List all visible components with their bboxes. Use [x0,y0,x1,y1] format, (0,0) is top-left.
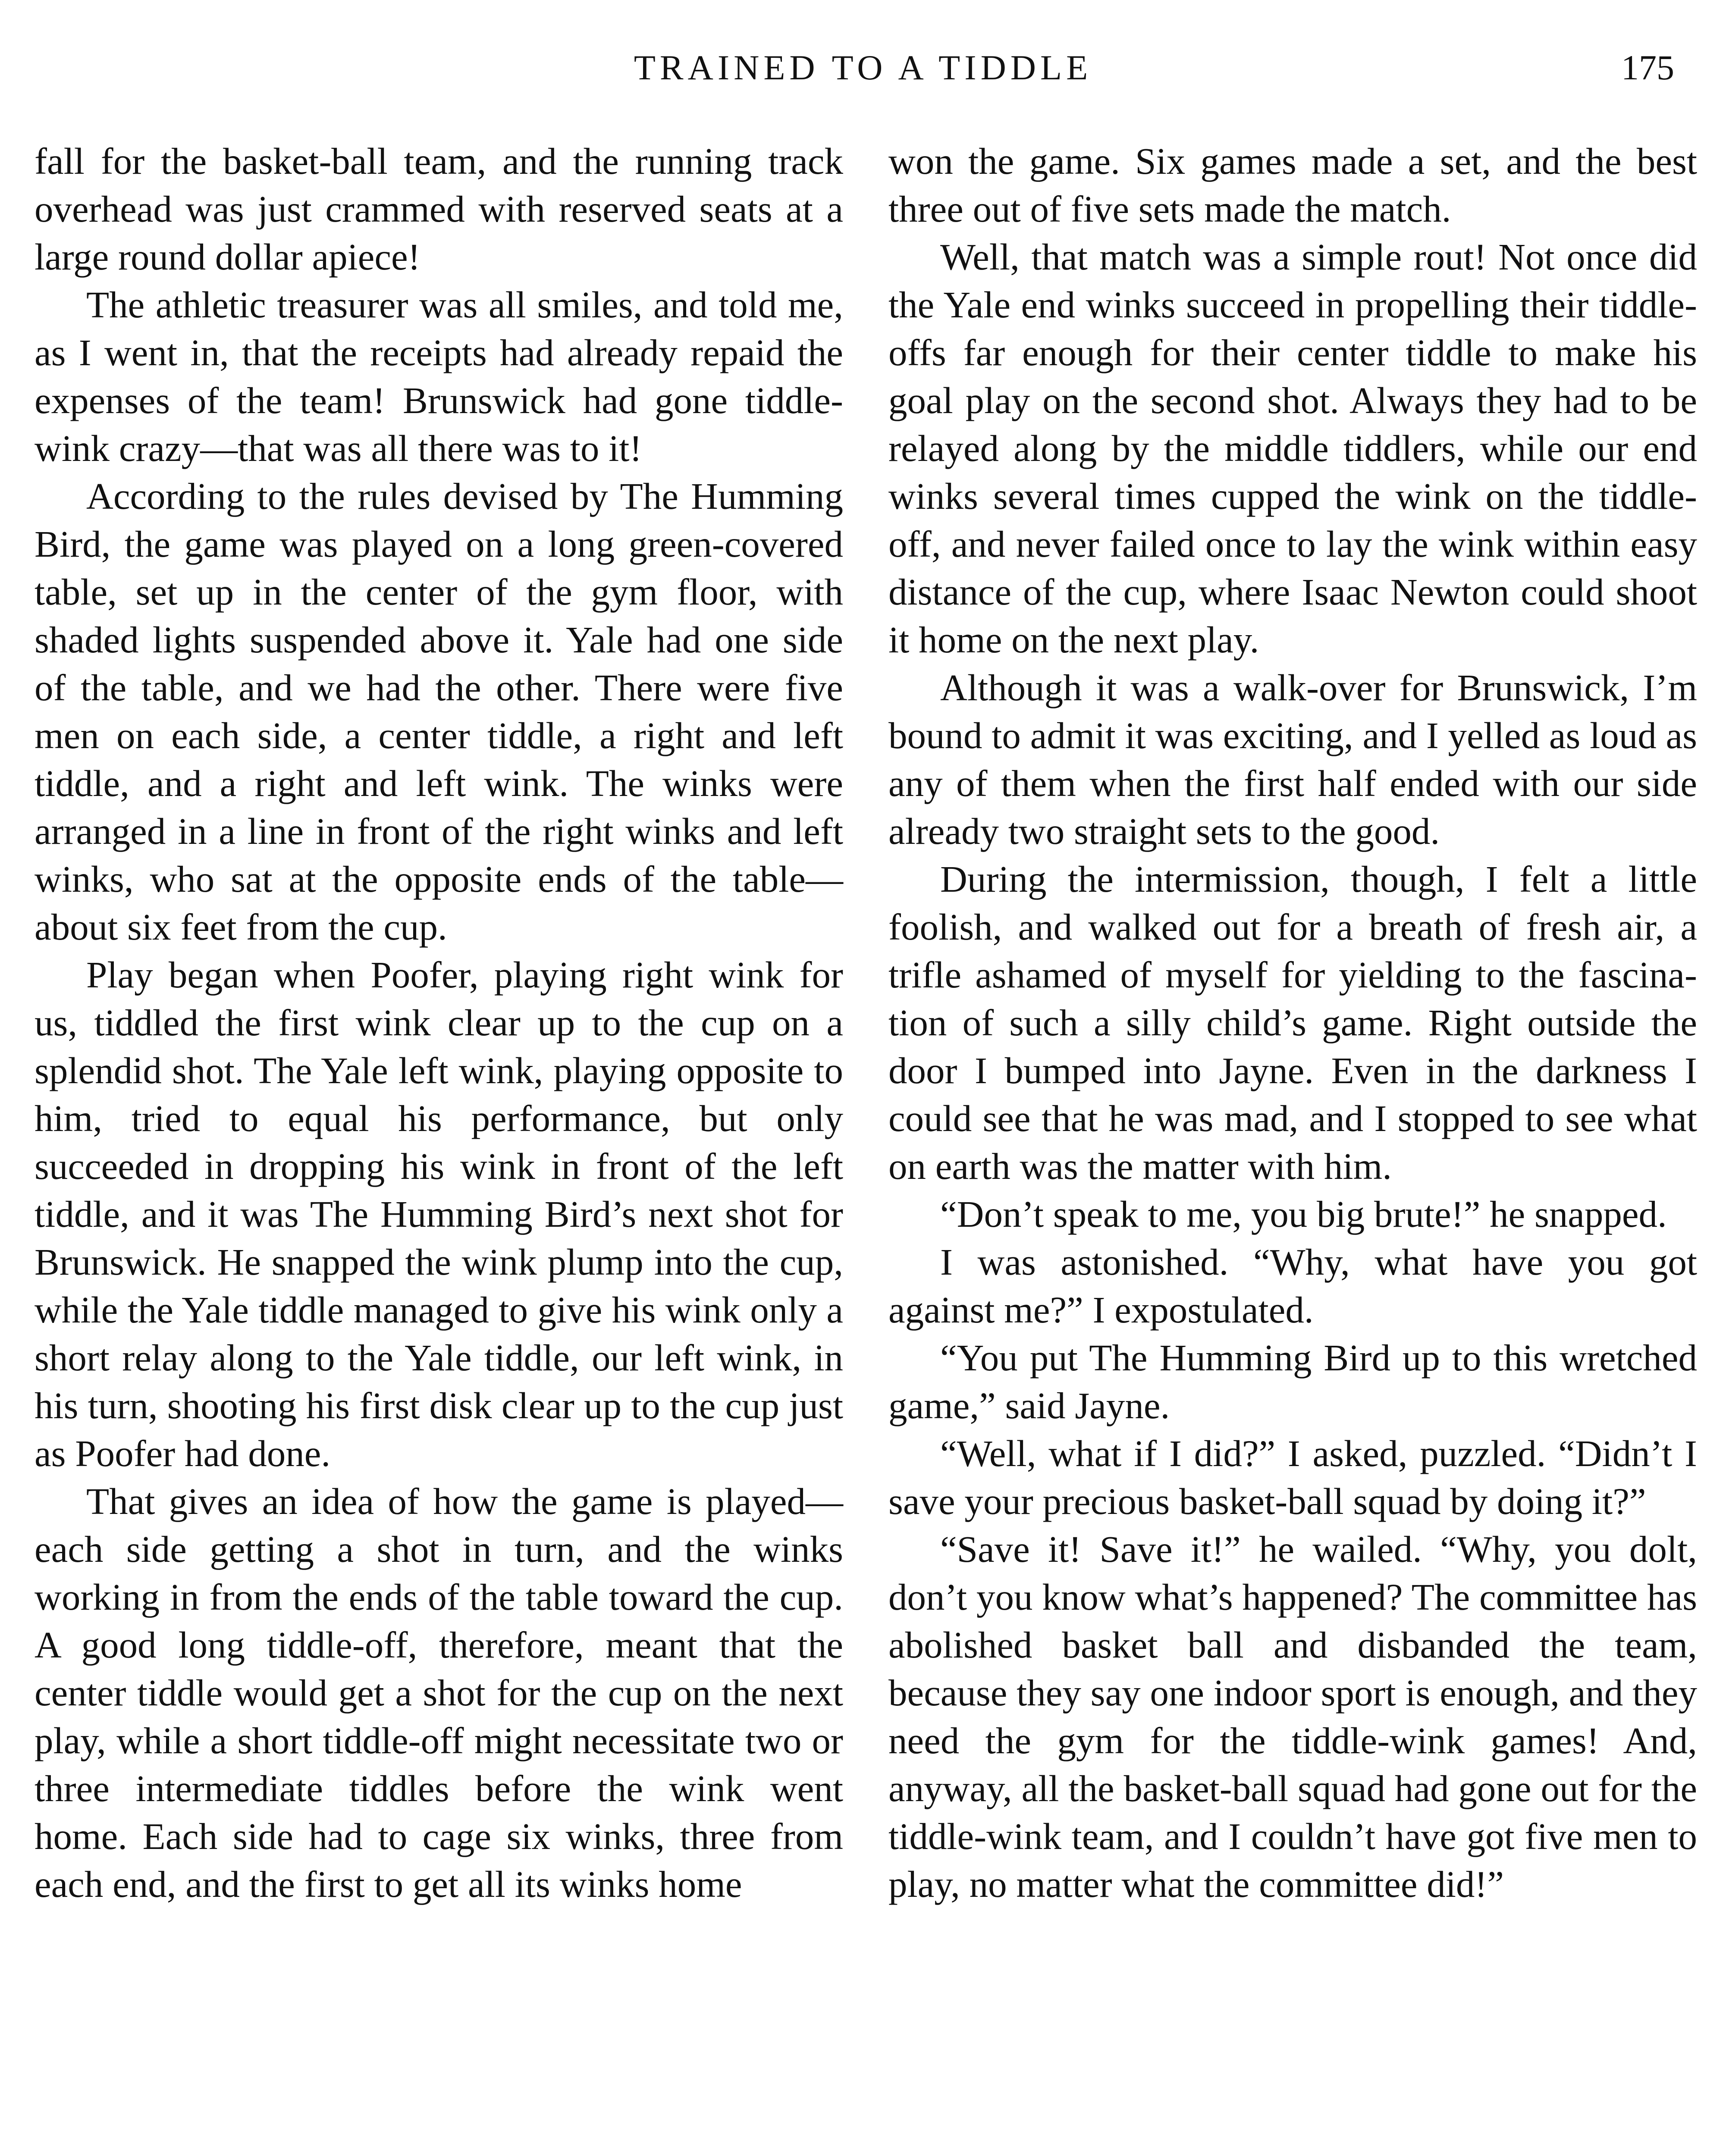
paragraph: “You put The Humming Bird up to this wretched game,” said Jayne. [888,1337,1697,1426]
paragraph: I was astonished. “Why, what have you got against me?” I expostulated. [888,1241,1697,1331]
paragraph: Play began when Poofer, playing right wink for us, tiddled the first wink clear up to the cup on a splendid shot. The Yale left wink, playing opposite to him, tried to equal his performance, but only succeeded in dropping his wink in front of the left tiddle, and it was The Humming Bird’s next shot for Brunswick. He snapped the wink plump into the cup, while the Yale tiddle managed to give his wink only a short relay along to the Yale tiddle, our left wink, in his turn, shooting his first disk clear up to the cup just as Poofer had done. [35,954,843,1474]
paragraph: Although it was a walk-over for Brunswick, I’m bound to admit it was exciting, and I yelled as loud as any of them when the first half ended with our side already two straight sets to the good. [888,667,1697,852]
paragraph: won the game. Six games made a set, and the best three out of five sets made the match. [888,140,1697,230]
paragraph: That gives an idea of how the game is played—each side getting a shot in turn, and the winks working in from the ends of the table toward the cup. A good long tiddle-off, therefore, meant that the center tiddle would get a shot for the cup on the next play, while a short tiddle-off might necessitate two or three intermediate tiddles before the wink went home. Each side had to cage six winks, three from each end, and the first to get all its winks home [35,1480,843,1905]
paragraph: During the intermission, though, I felt a little foolish, and walked out for a breath of fresh air, a trifle ashamed of myself for yielding to the fascination of such a silly child’s game. Right outside the door I bumped into Jayne. Even in the darkness I could see that he was mad, and I stopped to see what on earth was the matter with him. [888,858,1697,1187]
running-head [35,47,1691,95]
paragraph: fall for the basket-ball team, and the running track overhead was just crammed with reserved seats at a large round dollar apiece! [35,140,843,278]
paragraph: According to the rules devised by The Humming Bird, the game was played on a long green-covered table, set up in the center of the gym floor, with shaded lights suspended above it. Yale had one side of the table, and we had the other. There were five men on each side, a center tiddle, a right and left tiddle, and a right and left wink. The winks were arranged in a line in front of the right winks and left winks, who sat at the opposite ends of the table—about six feet from the cup. [35,475,843,948]
running-title: TRAINED TO A TIDDLE [634,48,1092,87]
paragraph: The athletic treasurer was all smiles, and told me, as I went in, that the receipts had already repaid the expenses of the team! Brunswick had gone tiddle-wink crazy—that was all there was to it! [35,284,843,469]
left-column [35,137,843,1908]
paragraph: “Well, what if I did?” I asked, puzzled. “Didn’t I save your precious basket-ball squad by doing it?” [888,1432,1697,1522]
page-number: 175 [1621,48,1674,87]
paragraph: Well, that match was a simple rout! Not once did the Yale end winks succeed in propelling their tiddle-offs far enough for their center tiddle to make his goal play on the second shot. Always they had to be relayed along by the middle tiddlers, while our end winks several times cupped the wink on the tiddle-off, and never failed once to lay the wink within easy distance of the cup, where Isaac Newton could shoot it home on the next play. [888,236,1697,661]
paragraph: “Save it! Save it!” he wailed. “Why, you dolt, don’t you know what’s happened? The committee has abolished basket ball and disbanded the team, because they say one indoor sport is enough, and they need the gym for the tiddle-wink games! And, anyway, all the basket-ball squad had gone out for the tiddle-wink team, and I couldn’t have got five men to play, no matter what the committee did!” [888,1528,1697,1905]
right-column [888,137,1697,1908]
paragraph: “Don’t speak to me, you big brute!” he snapped. [940,1193,1667,1235]
